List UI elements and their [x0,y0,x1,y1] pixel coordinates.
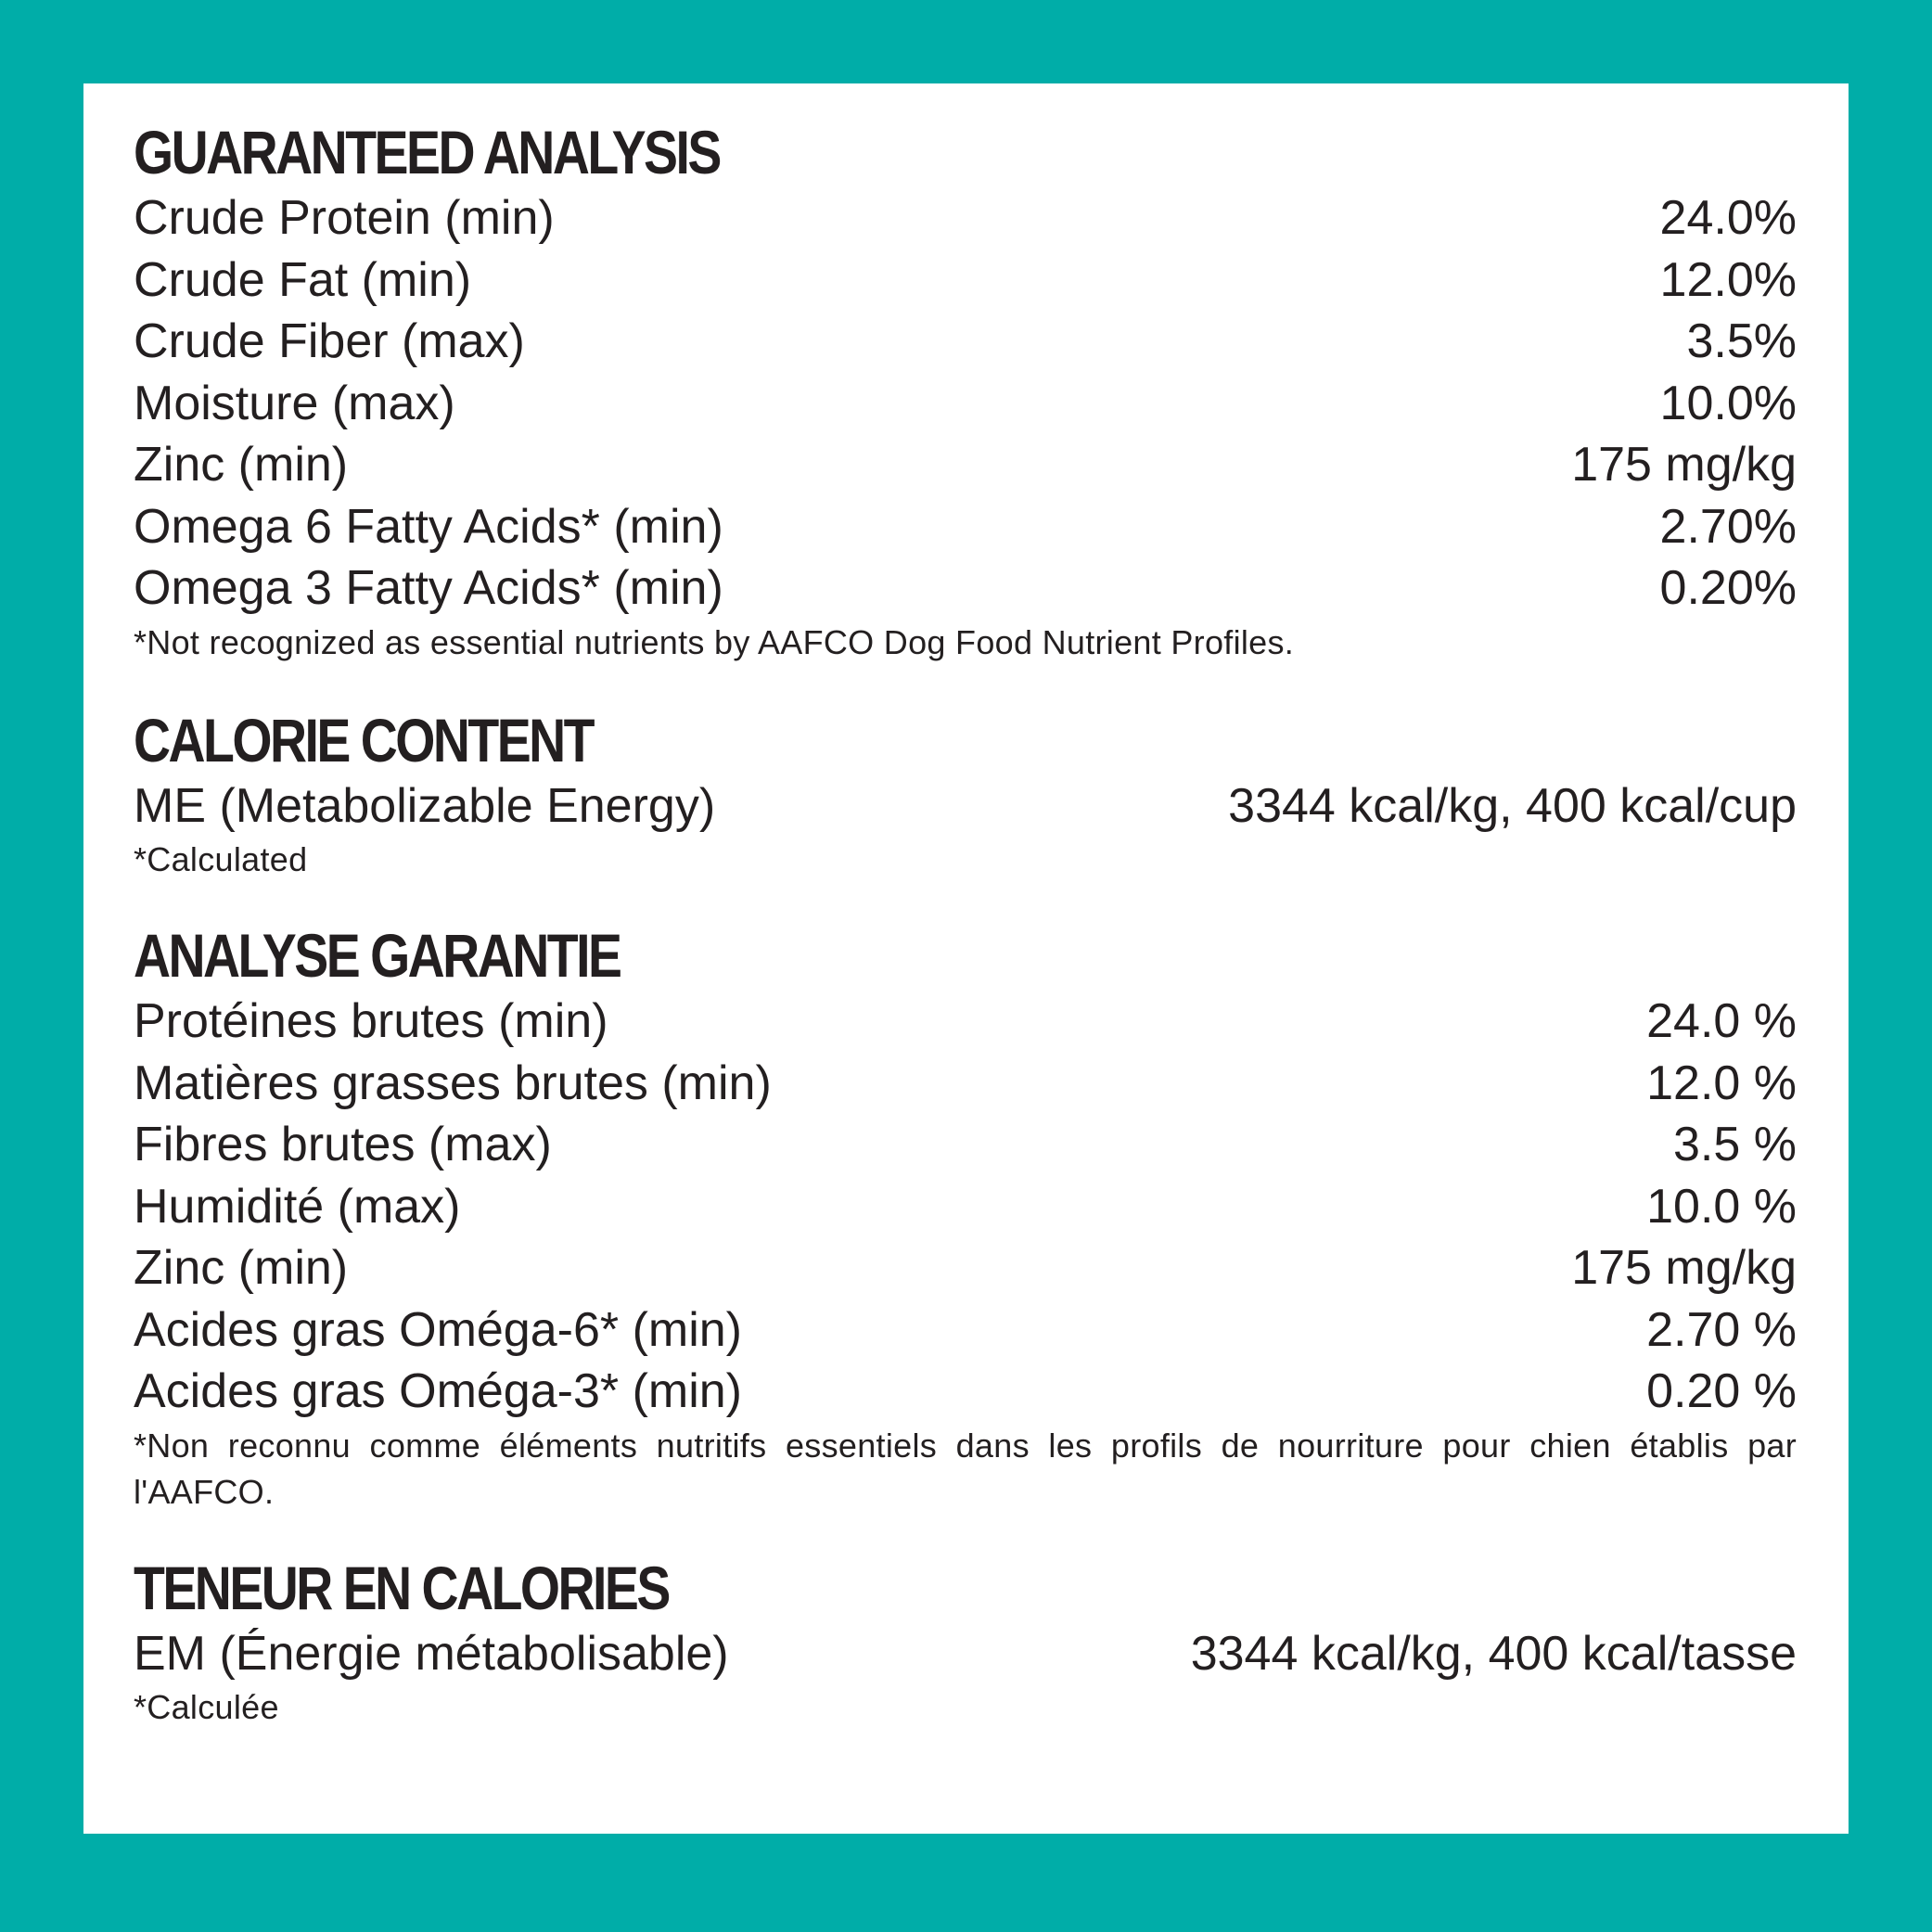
calorie-value: 3344 kcal/kg, 400 kcal/cup [1228,778,1797,833]
analysis-row [134,496,1797,558]
analysis-row [134,1299,1797,1362]
nutrient-label: Omega 3 Fatty Acids* (min) [134,561,723,615]
analysis-row [134,1176,1797,1238]
teneur-calories-title: TENEUR EN CALORIES [134,1553,669,1622]
nutrient-value: 24.0 % [1646,994,1797,1048]
calorie-content-title: CALORIE CONTENT [134,705,594,774]
nutrient-value: 24.0% [1659,191,1797,245]
guaranteed-analysis-title: GUARANTEED ANALYSIS [134,118,720,186]
analysis-row [134,991,1797,1053]
analyse-footnote: *Non reconnu comme éléments nutritifs essentiels dans les profils de nourriture pour chien établis par l'AAFCO. [134,1426,1797,1511]
nutrient-label: Protéines brutes (min) [134,994,608,1048]
analysis-row [134,1053,1797,1115]
calorie-label: ME (Metabolizable Energy) [134,778,716,833]
analysis-row [134,434,1797,496]
calorie-footnote: *Calculated [134,840,308,878]
analysis-row [134,311,1797,373]
nutrient-value: 10.0% [1659,376,1797,430]
calorie-row [134,1623,1797,1685]
nutrient-label: Zinc (min) [134,1241,349,1295]
nutrient-label: Acides gras Oméga-3* (min) [134,1364,742,1418]
analysis-row [134,1114,1797,1176]
guaranteed-analysis-section [134,117,1797,666]
nutrient-value: 0.20% [1659,561,1797,615]
nutrient-label: Crude Fiber (max) [134,314,525,368]
teneur-calories-section [134,1553,1797,1732]
nutrient-value: 175 mg/kg [1571,1241,1797,1295]
calorie-content-section [134,705,1797,884]
nutrient-label: Humidité (max) [134,1179,461,1234]
nutrient-value: 12.0 % [1646,1056,1797,1110]
calorie-label: EM (Énergie métabolisable) [134,1626,729,1681]
nutrient-value: 175 mg/kg [1571,438,1797,492]
nutrient-value: 3.5 % [1673,1118,1797,1171]
nutrient-value: 2.70% [1659,499,1797,554]
analysis-row [134,1237,1797,1299]
nutrient-label: Moisture (max) [134,376,455,430]
analyse-garantie-title: ANALYSE GARANTIE [134,921,621,990]
nutrient-value: 12.0% [1659,252,1797,307]
analysis-row [134,373,1797,435]
nutrient-value: 3.5% [1686,314,1797,368]
teneur-footnote: *Calculée [134,1688,279,1726]
analysis-row [134,1361,1797,1423]
analysis-row [134,249,1797,312]
nutrient-label: Matières grasses brutes (min) [134,1056,772,1110]
nutrient-value: 10.0 % [1646,1179,1797,1234]
nutrient-label: Fibres brutes (max) [134,1118,552,1171]
nutrient-value: 2.70 % [1646,1302,1797,1357]
analysis-row [134,187,1797,249]
nutrient-label: Acides gras Oméga-6* (min) [134,1302,742,1357]
nutrient-label: Crude Fat (min) [134,252,472,307]
nutrient-value: 0.20 % [1646,1364,1797,1418]
label-panel [83,83,1849,1834]
nutrient-label: Zinc (min) [134,438,349,492]
analysis-footnote: *Not recognized as essential nutrients by AAFCO Dog Food Nutrient Profiles. [134,622,1295,661]
calorie-value: 3344 kcal/kg, 400 kcal/tasse [1190,1626,1797,1681]
nutrient-label: Crude Protein (min) [134,191,555,245]
analyse-garantie-section [134,920,1797,1516]
nutrient-label: Omega 6 Fatty Acids* (min) [134,499,723,554]
calorie-row [134,775,1797,838]
analysis-row [134,557,1797,620]
